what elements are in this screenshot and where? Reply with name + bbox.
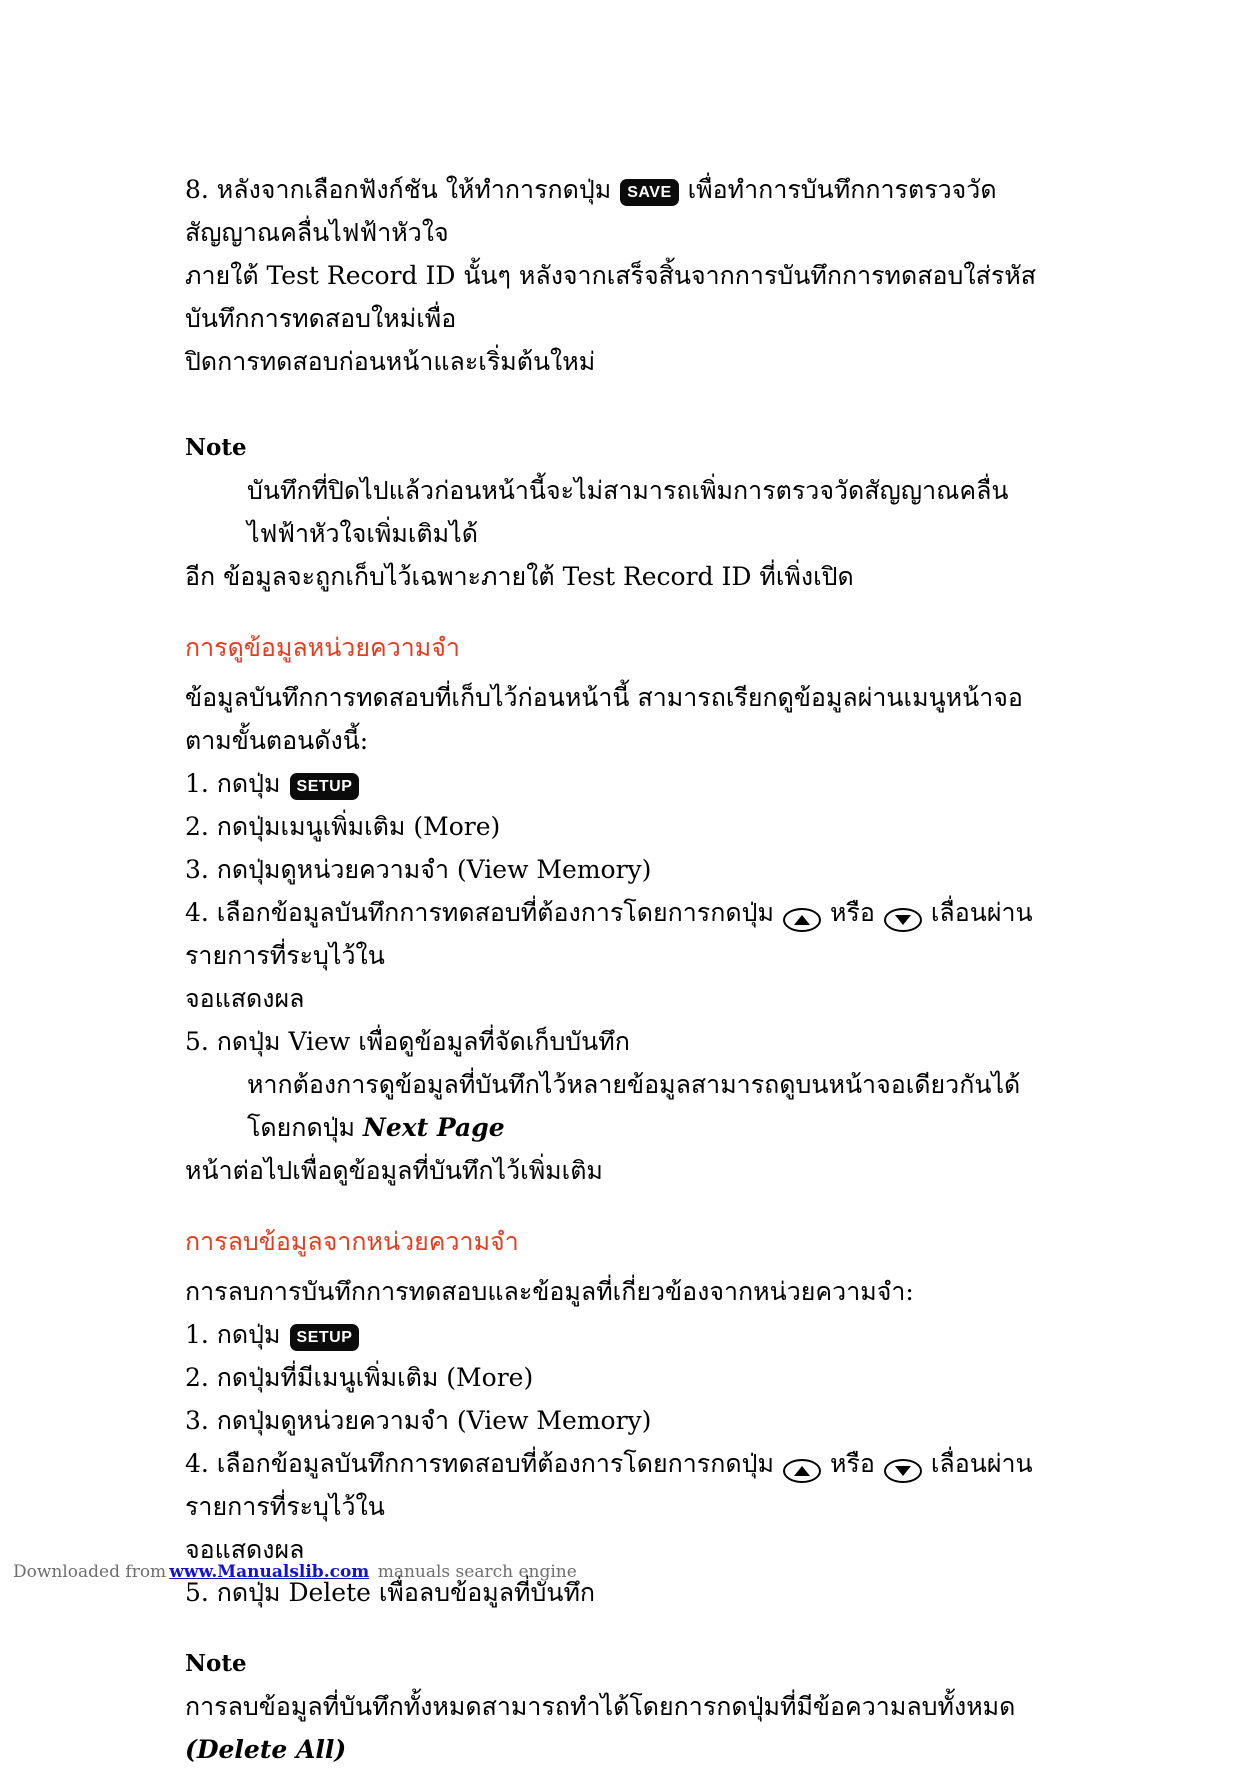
text-segment: เพื่อทำการบันทึกการตรวจวัดสัญญาณคลื่นไฟฟ้าหัวใจ [185,175,997,247]
down-arrow-button-icon [884,1459,922,1483]
section-delete-memory [185,1220,1051,1614]
watermark-suffix: manuals search engine [372,1562,577,1582]
next-page-emphasis: Next Page [363,1113,505,1142]
up-arrow-icon [794,915,810,925]
list-item-step1 [185,762,1051,805]
section-heading-view-memory: การดูข้อมูลหน่วยความจำ [185,633,460,662]
save-button-icon: SAVE [620,179,678,206]
list-item-step4 [185,1442,1051,1528]
text-line: การลบการบันทึกการทดสอบและข้อมูลที่เกี่ยวข้องจากหน่วยความจำ: [185,1277,914,1306]
setup-button-icon: SETUP [290,1324,360,1351]
page-content [185,168,1051,1771]
text-line [185,168,1051,254]
text-segment: 4. เลือกข้อมูลบันทึกการทดสอบที่ต้องการโดยการกดปุ่ม [185,898,774,927]
text-segment: หรือ [829,1449,875,1478]
note-block-1 [185,426,1051,598]
up-arrow-button-icon [783,1459,821,1483]
setup-button-icon: SETUP [290,773,360,800]
list-item-step4 [185,891,1051,977]
note-label: Note [185,434,247,461]
text-line: จอแสดงผล [185,984,305,1013]
text-line: จอแสดงผล [185,1535,305,1564]
list-item-step5: 5. กดปุ่ม Delete เพื่อลบข้อมูลที่บันทึก [185,1578,596,1607]
note-label: Note [185,1650,247,1677]
text-line: ปิดการทดสอบก่อนหน้าและเริ่มต้นใหม่ [185,347,596,376]
watermark-prefix: Downloaded from [13,1562,167,1582]
text-segment: 1. กดปุ่ม [185,769,281,798]
text-line: บันทึกที่ปิดไปแล้วก่อนหน้านี้จะไม่สามารถเพิ่มการตรวจวัดสัญญาณคลื่นไฟฟ้าหัวใจเพิ่มเติมได้ [247,476,1009,548]
text-segment: เลื่อนผ่านรายการที่ระบุไว้ใน [185,1449,1033,1521]
section-view-memory [185,626,1051,1192]
text-segment: 1. กดปุ่ม [185,1320,281,1349]
text-segment: หรือ [829,898,875,927]
list-item-step3: 3. กดปุ่มดูหน่วยความจำ (View Memory) [185,1406,652,1435]
list-item-step2: 2. กดปุ่มที่มีเมนูเพิ่มเติม (More) [185,1363,534,1392]
text-segment: เลื่อนผ่านรายการที่ระบุไว้ใน [185,898,1033,970]
text-line [185,1685,1051,1771]
down-arrow-icon [895,1466,911,1476]
text-line [185,1063,1051,1149]
section-heading-delete-memory: การลบข้อมูลจากหน่วยความจำ [185,1227,519,1256]
text-segment: การลบข้อมูลที่บันทึกทั้งหมดสามารถทำได้โดยการกดปุ่มที่มีข้อความลบทั้งหมด [185,1692,1016,1721]
list-item-step2: 2. กดปุ่มเมนูเพิ่มเติม (More) [185,812,501,841]
paragraph-step8 [185,168,1051,383]
text-segment: 4. เลือกข้อมูลบันทึกการทดสอบที่ต้องการโดยการกดปุ่ม [185,1449,774,1478]
down-arrow-icon [895,915,911,925]
list-item-step1 [185,1313,1051,1356]
text-segment: หากต้องการดูข้อมูลที่บันทึกไว้หลายข้อมูลสามารถดูบนหน้าจอเดียวกันได้ โดยกดปุ่ม [247,1070,1021,1142]
up-arrow-button-icon [783,908,821,932]
down-arrow-button-icon [884,908,922,932]
up-arrow-icon [794,1466,810,1476]
delete-all-emphasis: (Delete All) [185,1735,347,1764]
text-line: หน้าต่อไปเพื่อดูข้อมูลที่บันทึกไว้เพิ่มเติม [185,1156,603,1185]
list-item-step5: 5. กดปุ่ม View เพื่อดูข้อมูลที่จัดเก็บบันทึก [185,1027,630,1056]
text-line: ข้อมูลบันทึกการทดสอบที่เก็บไว้ก่อนหน้านี้ สามารถเรียกดูข้อมูลผ่านเมนูหน้าจอ ตามขั้นตอนดังนี้: [185,683,1023,755]
text-line: อีก ข้อมูลจะถูกเก็บไว้เฉพาะภายใต้ Test Record ID ที่เพิ่งเปิด [185,562,854,591]
manualslib-link[interactable]: www.Manualslib.com [169,1562,370,1582]
manualslib-watermark [13,1562,577,1582]
text-line: ภายใต้ Test Record ID นั้นๆ หลังจากเสร็จสิ้นจากการบันทึกการทดสอบใส่รหัสบันทึกการทดสอบใหม่เพื่อ [185,261,1037,333]
list-item-step3: 3. กดปุ่มดูหน่วยความจำ (View Memory) [185,855,652,884]
text-segment: 8. หลังจากเลือกฟังก์ชัน ให้ทำการกดปุ่ม [185,175,612,204]
note-block-2 [185,1642,1051,1771]
